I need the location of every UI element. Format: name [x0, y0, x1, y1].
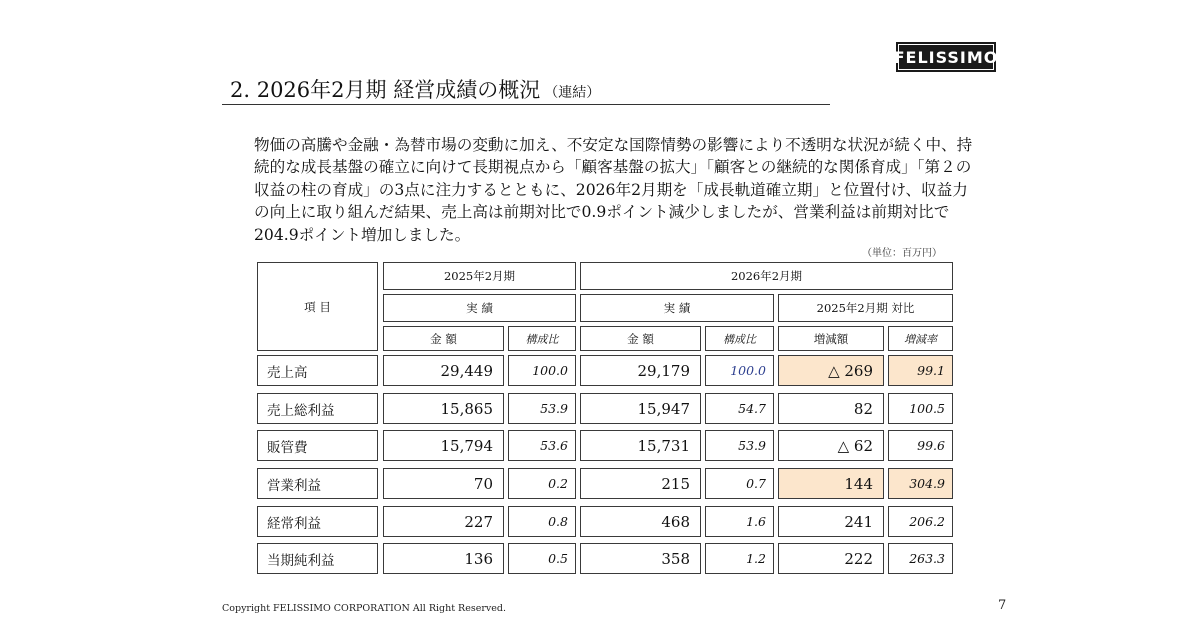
row-label-sga: 販管費: [257, 430, 378, 461]
cell-amount-2026: 15,731: [580, 430, 701, 461]
cell-ratio-2026: 1.6: [705, 506, 774, 537]
row-label-ordinary-profit: 経常利益: [257, 506, 378, 537]
cell-amount-2025: 136: [383, 543, 504, 574]
cell-amount-2026: 215: [580, 468, 701, 499]
unit-label: （単位：百万円）: [862, 248, 942, 259]
cell-change: 82: [778, 393, 884, 424]
header-ratio-2026: 構成比: [705, 326, 774, 351]
cell-change-rate: 99.6: [888, 430, 953, 461]
cell-ratio-2026: 100.0: [705, 355, 774, 386]
cell-amount-2025: 29,449: [383, 355, 504, 386]
cell-change: △ 269: [778, 355, 884, 386]
header-amount-2025: 金 額: [383, 326, 504, 351]
header-amount-2026: 金 額: [580, 326, 701, 351]
cell-change: 144: [778, 468, 884, 499]
slide-title-bar: [222, 74, 830, 105]
cell-change-rate: 263.3: [888, 543, 953, 574]
header-vs-2025: 2025年2月期 対比: [778, 294, 953, 322]
page-number: 7: [998, 598, 1007, 613]
row-label-operating-profit: 営業利益: [257, 468, 378, 499]
cell-change-rate: 99.1: [888, 355, 953, 386]
header-ratio-2025: 構成比: [508, 326, 576, 351]
row-label-net-income: 当期純利益: [257, 543, 378, 574]
cell-ratio-2025: 0.5: [508, 543, 576, 574]
header-change: 増減額: [778, 326, 884, 351]
cell-change-rate: 304.9: [888, 468, 953, 499]
cell-amount-2026: 468: [580, 506, 701, 537]
slide-title: [230, 74, 600, 104]
cell-amount-2025: 70: [383, 468, 504, 499]
header-change-rate: 増減率: [888, 326, 953, 351]
cell-ratio-2025: 0.8: [508, 506, 576, 537]
copyright-footer: Copyright FELISSIMO CORPORATION All Right Reserved.: [222, 603, 506, 614]
cell-ratio-2026: 1.2: [705, 543, 774, 574]
cell-amount-2025: 15,865: [383, 393, 504, 424]
row-label-gross-profit: 売上総利益: [257, 393, 378, 424]
cell-change-rate: 206.2: [888, 506, 953, 537]
cell-ratio-2025: 0.2: [508, 468, 576, 499]
cell-ratio-2026: 0.7: [705, 468, 774, 499]
cell-ratio-2026: 53.9: [705, 430, 774, 461]
cell-ratio-2026: 54.7: [705, 393, 774, 424]
cell-change: △ 62: [778, 430, 884, 461]
header-actual-2025: 実 績: [383, 294, 576, 322]
summary-paragraph: 物価の高騰や金融・為替市場の変動に加え、不安定な国際情勢の影響により不透明な状況が続く中、持続的な成長基盤の確立に向けて長期視点から「顧客基盤の拡大」「顧客との継続的な関係育成」「第２の収益の柱の育成」の3点に注力するとともに、2026年2月期を「成長軌道確立期」と位置付け、収益力の向上に取り組んだ結果、売上高は前期対比で0.9ポイント減少しましたが、営業利益は前期対比で204.9ポイント増加しました。: [254, 136, 973, 244]
cell-change: 241: [778, 506, 884, 537]
cell-change: 222: [778, 543, 884, 574]
header-actual-2026: 実 績: [580, 294, 774, 322]
cell-amount-2026: 358: [580, 543, 701, 574]
cell-ratio-2025: 100.0: [508, 355, 576, 386]
slide-title-main: 2. 2026年2月期 経営成績の概況: [230, 78, 541, 102]
header-item: 項 目: [257, 262, 378, 351]
cell-change-rate: 100.5: [888, 393, 953, 424]
row-label-sales: 売上高: [257, 355, 378, 386]
cell-ratio-2025: 53.9: [508, 393, 576, 424]
cell-amount-2026: 29,179: [580, 355, 701, 386]
cell-amount-2026: 15,947: [580, 393, 701, 424]
slide-title-sub: （連結）: [544, 85, 601, 101]
cell-amount-2025: 15,794: [383, 430, 504, 461]
header-fy2026: 2026年2月期: [580, 262, 953, 290]
felissimo-logo: FELISSIMO: [896, 42, 996, 72]
cell-amount-2025: 227: [383, 506, 504, 537]
header-fy2025: 2025年2月期: [383, 262, 576, 290]
cell-ratio-2025: 53.6: [508, 430, 576, 461]
